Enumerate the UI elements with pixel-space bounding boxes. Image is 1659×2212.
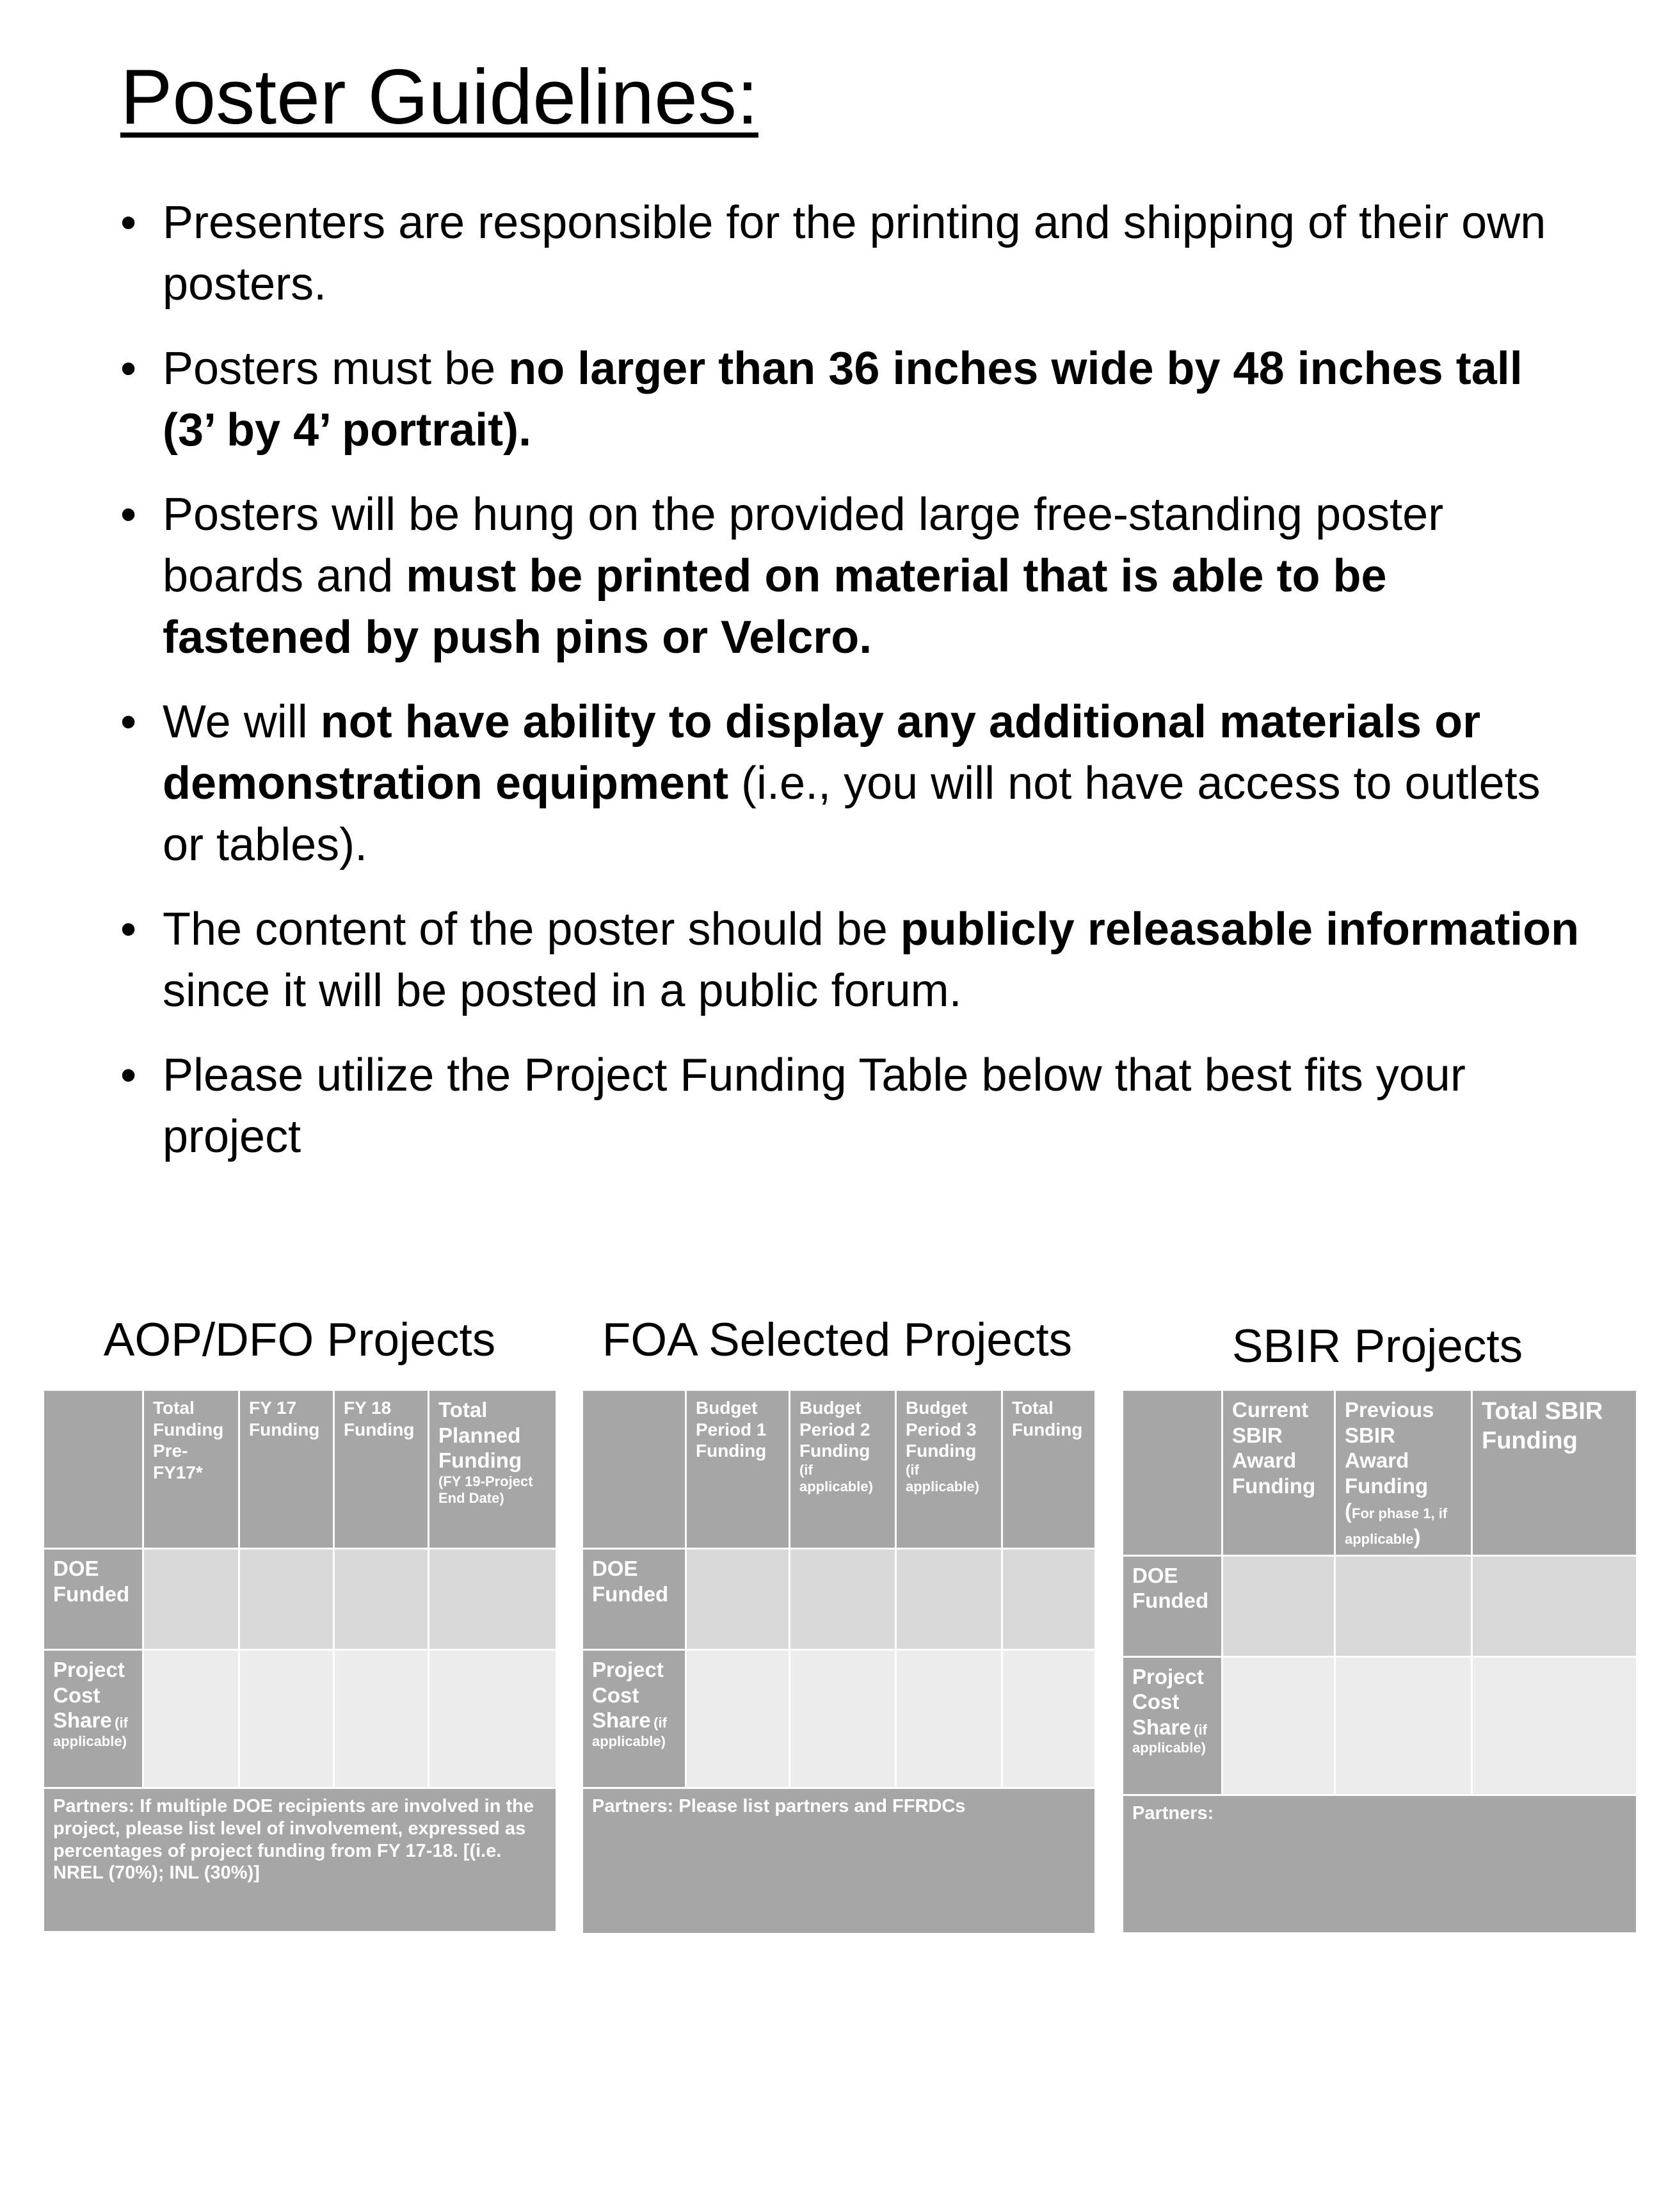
bullet-text-bold: not have ability to display any additional materials or demonstration equipment (163, 696, 1481, 809)
guideline-bullet (120, 1045, 1580, 1167)
aop-table-title: AOP/DFO Projects (103, 1314, 496, 1366)
guideline-bullet (120, 192, 1580, 315)
sbir-cell[interactable] (1335, 1656, 1472, 1795)
sbir-row-cost-share-label: Project Cost Share (1132, 1664, 1204, 1739)
foa-funding-table (581, 1389, 1096, 1935)
sbir-row-cost-share (1123, 1656, 1222, 1795)
guideline-bullet (120, 484, 1580, 668)
sbir-cell[interactable] (1472, 1656, 1637, 1795)
foa-cell[interactable] (1002, 1650, 1096, 1788)
bullet-text: since it will be posted in a public forum. (163, 965, 962, 1016)
guideline-bullet (120, 899, 1580, 1022)
foa-row-doe-funded: DOE Funded (582, 1549, 686, 1650)
aop-col-total-planned-note: (FY 19-Project End Date) (438, 1473, 533, 1507)
aop-funding-table (42, 1389, 557, 1933)
aop-col-total-planned-label: Total Planned Funding (438, 1398, 522, 1473)
bullet-text: Presenters are responsible for the printing and shipping of their own posters. (163, 197, 1546, 310)
aop-cell[interactable] (239, 1650, 334, 1788)
foa-row-cost-share-label: Project Cost Share (592, 1658, 664, 1733)
sbir-cell[interactable] (1335, 1555, 1472, 1656)
bullet-dot-icon: • (120, 489, 137, 540)
bullet-dot-icon: • (120, 1050, 137, 1101)
aop-col-fy17: FY 17 Funding (239, 1390, 334, 1549)
foa-col-bp3-note: (if applicable) (906, 1461, 979, 1495)
foa-col-bp3-label: Budget Period 3 Funding (906, 1398, 977, 1461)
aop-col-fy18: FY 18 Funding (334, 1390, 429, 1549)
sbir-partners[interactable]: Partners: (1123, 1795, 1637, 1933)
sbir-col-previous (1335, 1390, 1472, 1556)
bullet-dot-icon: • (120, 197, 137, 248)
guidelines-list (120, 192, 1580, 1190)
aop-partners[interactable]: Partners: If multiple DOE recipients are involved in the project, please list level of involvement, expressed as percentages of project funding from FY 17-18. [(i.e. NREL (70%); INL (30%)] (44, 1788, 557, 1932)
aop-col-total-planned (429, 1390, 557, 1549)
aop-row-cost-share-label: Project Cost Share (53, 1658, 125, 1733)
foa-cell[interactable] (686, 1549, 790, 1650)
foa-partners[interactable]: Partners: Please list partners and FFRDCs (582, 1788, 1096, 1934)
sbir-header-blank (1123, 1390, 1222, 1556)
sbir-col-current: Current SBIR Award Funding (1222, 1390, 1335, 1556)
foa-header-blank (582, 1390, 686, 1549)
aop-row-cost-share-note: (if applicable) (53, 1715, 128, 1749)
foa-table-title: FOA Selected Projects (602, 1314, 1073, 1366)
sbir-row-doe-funded: DOE Funded (1123, 1555, 1222, 1656)
bullet-dot-icon: • (120, 904, 137, 955)
aop-row-cost-share (44, 1650, 143, 1788)
aop-cell[interactable] (429, 1549, 557, 1650)
foa-cell[interactable] (686, 1650, 790, 1788)
sbir-cell[interactable] (1222, 1555, 1335, 1656)
sbir-col-total: Total SBIR Funding (1472, 1390, 1637, 1556)
foa-cell[interactable] (790, 1549, 896, 1650)
foa-col-bp3 (896, 1390, 1002, 1549)
aop-col-total-pre-fy17: Total Funding Pre-FY17* (143, 1390, 239, 1549)
bullet-text: Please utilize the Project Funding Table below that best fits your project (163, 1050, 1466, 1162)
aop-cell[interactable] (143, 1650, 239, 1788)
bullet-text: (i.e., you will not have access to outlets or tables). (163, 758, 1541, 870)
bullet-dot-icon: • (120, 696, 137, 748)
bullet-text-bold: no larger than 36 inches wide by 48 inches tall (3’ by 4’ portrait). (163, 343, 1523, 456)
foa-cell[interactable] (896, 1650, 1002, 1788)
sbir-col-previous-close: ) (1413, 1524, 1421, 1548)
foa-col-total: Total Funding (1002, 1390, 1096, 1549)
bullet-text-bold: publicly releasable information (900, 904, 1580, 955)
sbir-col-previous-note: For phase 1, if applicable (1345, 1505, 1448, 1547)
guideline-bullet (120, 338, 1580, 461)
bullet-dot-icon: • (120, 343, 137, 394)
bullet-text: The content of the poster should be (163, 904, 901, 955)
foa-row-cost-share (582, 1650, 686, 1788)
foa-col-bp2 (790, 1390, 896, 1549)
bullet-text: We will (163, 696, 321, 748)
aop-cell[interactable] (334, 1650, 429, 1788)
foa-cell[interactable] (896, 1549, 1002, 1650)
bullet-text-bold: must be printed on material that is able to be fastened by push pins or Velcro. (163, 550, 1387, 663)
aop-row-doe-funded: DOE Funded (44, 1549, 143, 1650)
aop-cell[interactable] (239, 1549, 334, 1650)
sbir-cell[interactable] (1222, 1656, 1335, 1795)
aop-header-blank (44, 1390, 143, 1549)
bullet-text: Posters must be (163, 343, 509, 394)
foa-cell[interactable] (1002, 1549, 1096, 1650)
bullet-text: Posters will be hung on the provided large free-standing poster boards and (163, 489, 1444, 602)
aop-cell[interactable] (143, 1549, 239, 1650)
sbir-cell[interactable] (1472, 1555, 1637, 1656)
aop-cell[interactable] (429, 1650, 557, 1788)
page-title: Poster Guidelines: (120, 53, 758, 140)
foa-row-cost-share-note: (if applicable) (592, 1715, 667, 1749)
sbir-funding-table (1121, 1389, 1638, 1934)
foa-col-bp1: Budget Period 1 Funding (686, 1390, 790, 1549)
sbir-row-cost-share-note: (if applicable) (1132, 1721, 1207, 1756)
foa-col-bp2-label: Budget Period 2 Funding (799, 1398, 870, 1461)
sbir-col-previous-label: Previous SBIR Award Funding ( (1345, 1398, 1434, 1523)
aop-cell[interactable] (334, 1549, 429, 1650)
guideline-bullet (120, 691, 1580, 876)
foa-cell[interactable] (790, 1650, 896, 1788)
foa-col-bp2-note: (if applicable) (799, 1461, 873, 1495)
sbir-table-title: SBIR Projects (1231, 1320, 1523, 1372)
